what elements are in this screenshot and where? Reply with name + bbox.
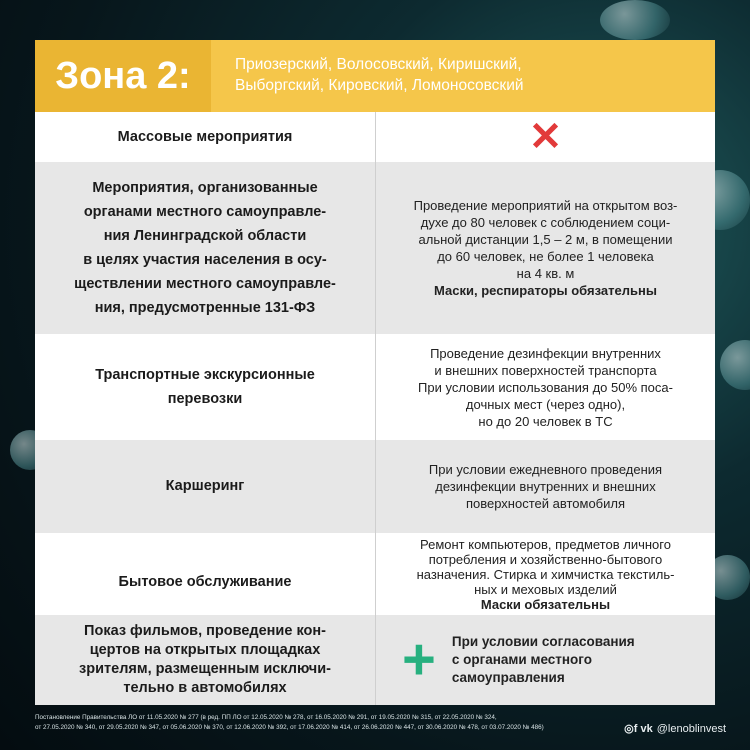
activity-cell [35,615,376,705]
condition-text: духе до 80 человек с соблюдением соци- [420,215,671,230]
activity-text: Массовые мероприятия [117,128,293,145]
activity-cell [35,334,376,440]
zone-title: Зона 2: [35,40,211,112]
activity-text: Бытовое обслуживание [118,573,292,590]
activity-text: цертов на открытых площадках [89,642,321,658]
condition-cell [376,615,715,705]
handle-text: @lenoblinvest [656,722,726,735]
condition-bold-text: Маски обязательны [480,596,611,612]
footnote-line: Постановление Правительства ЛО от 11.05.2020 № 277 (в ред. ПП ЛО от 12.05.2020 № 278, от 16.05.2020 № 291, от 19.05.2020 № 315, от 22.05.2020 № 324, [35,714,497,721]
condition-text: Проведение дезинфекции внутренних [430,345,661,361]
table-row [35,440,715,533]
cross-icon: ✕ [528,115,563,159]
activity-text: Показ фильмов, проведение кон- [84,623,326,639]
condition-text: ных и меховых изделий [474,581,617,597]
districts-line: Приозерский, Волосовский, Киришский, [235,56,522,73]
activity-cell [35,533,376,615]
social-handle [624,722,726,735]
activity-text: перевозки [167,391,243,407]
table-row [35,334,715,440]
activity-text: органами местного самоуправле- [83,204,327,220]
activity-text: Мероприятия, организованные [92,180,318,196]
table-row [35,112,715,162]
activity-text: ществлении местного самоуправле- [74,276,336,292]
condition-text: назначения. Стирка и химчистка текстиль- [416,566,675,582]
condition-cell [376,112,715,162]
condition-bold-text: самоуправления [451,670,565,685]
condition-text: на 4 кв. м [516,266,575,281]
districts-line: Выборгский, Кировский, Ломоносовский [235,77,524,94]
condition-text: Проведение мероприятий на открытом воз- [413,198,678,213]
condition-text: Ремонт компьютеров, предметов личного [420,536,671,552]
condition-cell [376,334,715,440]
activity-text: Каршеринг [165,478,245,494]
activity-text: Транспортные экскурсионные [95,367,315,383]
condition-bold-text: При условии согласования [451,634,635,649]
condition-text: потребления и хозяйственно-бытового [428,551,663,567]
restrictions-table [35,112,715,705]
condition-text: альной дистанции 1,5 – 2 м, в помещении [418,232,673,247]
activity-text: зрителям, размещенным исключи- [79,661,331,677]
condition-cell [376,440,715,533]
plus-icon: + [402,627,436,692]
table-row [35,533,715,615]
legal-footnote [35,713,595,733]
table-row [35,162,715,334]
table-row [35,615,715,705]
activity-text: ния Ленинградской области [103,228,307,244]
condition-text: При условии использования до 50% поса- [418,379,673,395]
activity-text: тельно в автомобилях [123,680,287,696]
condition-cell [376,162,715,334]
activity-text: ния, предусмотренные 131-ФЗ [94,300,316,316]
zone-districts [211,40,715,112]
condition-cell [376,533,715,615]
condition-text: поверхностей автомобиля [465,496,626,511]
footnote-line: от 27.05.2020 № 340, от 29.05.2020 № 347, от 05.06.2020 № 370, от 12.06.2020 № 392, от 17.06.2020 № 414, от 26.06.2020 № 447, от 30.06.2020 № 478, от 03.07.2020 № 486) [35,724,544,731]
activity-cell [35,112,376,162]
zone-header [35,40,715,112]
condition-text: но до 20 человек в ТС [478,413,613,429]
condition-bold-text: Маски, респираторы обязательны [434,283,657,298]
condition-bold-text: с органами местного [451,652,592,667]
social-icons: ◎f vk [624,723,653,735]
condition-text: дочных мест (через одно), [465,396,626,412]
activity-text: в целях участия населения в осу- [83,252,327,268]
activity-cell [35,162,376,334]
zone-card [35,40,715,705]
condition-text: и внешних поверхностей транспорта [434,362,657,378]
condition-text: до 60 человек, не более 1 человека [437,249,654,264]
condition-text: При условии ежедневного проведения [428,462,663,477]
activity-cell [35,440,376,533]
condition-text: дезинфекции внутренних и внешних [435,479,656,494]
